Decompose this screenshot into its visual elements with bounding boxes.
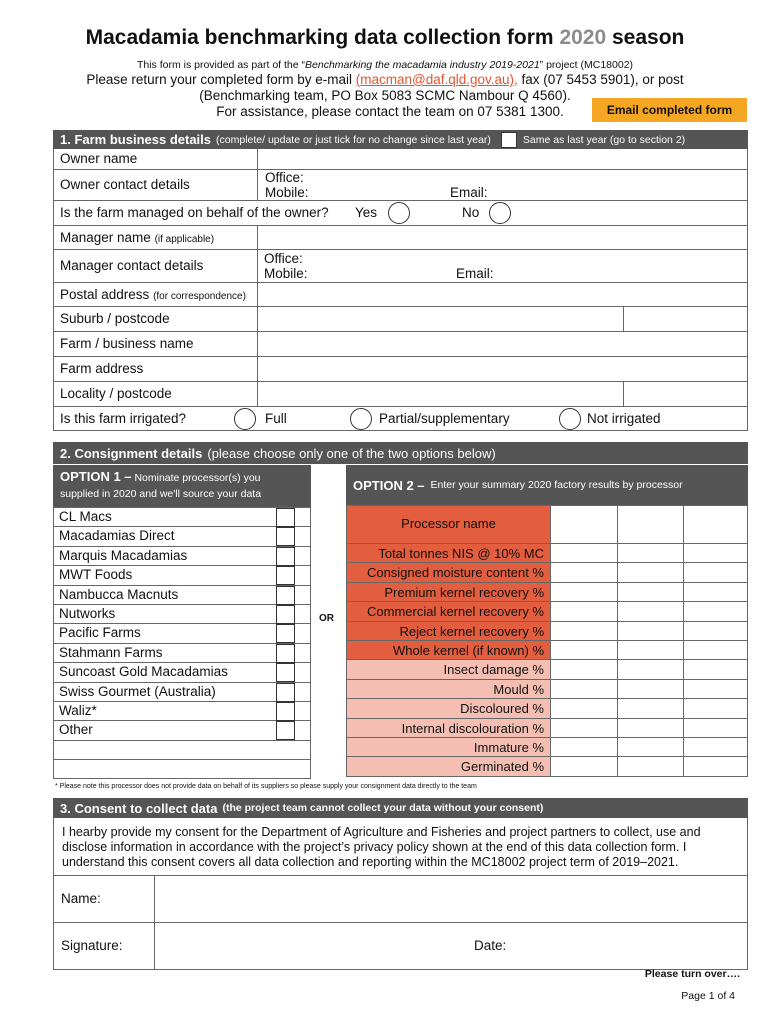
managed-question-row: Is the farm managed on behalf of the owner? Yes No: [53, 201, 748, 226]
processor-row: [54, 508, 310, 527]
metric-row: [346, 602, 748, 621]
irrigated-full-radio[interactable]: [234, 408, 256, 430]
suburb-postcode-row: Suburb / postcode: [53, 307, 748, 332]
farm-address-row: Farm address: [53, 357, 748, 382]
email-link[interactable]: (macman@daf.qld.gov.au),: [355, 72, 518, 87]
processor-row: [54, 741, 310, 760]
processor-name: Macadamias Direct: [59, 528, 175, 544]
processor-name: Nambucca Macnuts: [59, 586, 179, 602]
processor-row: [54, 624, 310, 643]
metric-row: [346, 699, 748, 718]
managed-no-radio[interactable]: [489, 202, 511, 224]
processor-row: [54, 683, 310, 702]
processor-checkbox[interactable]: [276, 586, 295, 605]
metric-row: [346, 719, 748, 738]
section1-header: 1. Farm business details (complete/ update or just tick for no change since last year) Same as last year (go to section 2): [53, 130, 748, 149]
farm-name-row: Farm / business name: [53, 332, 748, 357]
processor-row: [54, 586, 310, 605]
processor-row: [54, 760, 310, 779]
section2-header: 2. Consignment details (please choose only one of the two options below): [53, 442, 748, 464]
postal-address-row: Postal address (for correspondence): [53, 283, 748, 307]
locality-postcode-row: Locality / postcode: [53, 382, 748, 407]
metric-label: Insect damage %: [347, 660, 551, 678]
metric-label: Discoloured %: [347, 699, 551, 717]
or-label: OR: [319, 613, 334, 624]
intro-project-note: This form is provided as part of the “Benchmarking the macadamia industry 2019-2021” project (MC18002): [136, 59, 634, 71]
not-irrigated-radio[interactable]: [559, 408, 581, 430]
processor-row: [54, 605, 310, 624]
metric-row: [346, 622, 748, 641]
factory-results-table: [346, 505, 748, 777]
turn-over-note: Please turn over….: [644, 968, 740, 980]
processor-checkbox[interactable]: [276, 644, 295, 663]
processor-row: [54, 644, 310, 663]
irrigation-row: Is this farm irrigated? Full Partial/supplementary Not irrigated: [53, 407, 748, 431]
return-instructions: Please return your completed form by e-mail (macman@daf.qld.gov.au), fax (07 5453 5901), or post: [86, 72, 684, 87]
name-row: Name:: [53, 876, 748, 923]
metric-label: Whole kernel (if known) %: [347, 641, 551, 659]
processor-checkbox[interactable]: [276, 702, 295, 721]
form-title: Macadamia benchmarking data collection form 2020 season: [85, 26, 685, 49]
metric-row: [346, 660, 748, 679]
processor-checkbox[interactable]: [276, 624, 295, 643]
processor-checkbox[interactable]: [276, 605, 295, 624]
metric-label: Total tonnes NIS @ 10% MC: [347, 544, 551, 562]
metric-row: [346, 680, 748, 699]
assistance-line: For assistance, please contact the team on 07 5381 1300.: [216, 104, 564, 119]
metric-label: Immature %: [347, 738, 551, 756]
metric-row: [346, 563, 748, 582]
metric-row: [346, 583, 748, 602]
processor-name: Stahmann Farms: [59, 644, 163, 660]
metric-row: [346, 641, 748, 660]
processor-list: [53, 507, 311, 779]
processor-checkbox[interactable]: [276, 683, 295, 702]
processor-checkbox[interactable]: [276, 508, 295, 527]
processor-name: CL Macs: [59, 509, 112, 524]
processor-row: [54, 566, 310, 585]
email-completed-form-button[interactable]: Email completed form: [592, 98, 747, 122]
processor-name: MWT Foods: [59, 567, 133, 583]
option1-header: OPTION 1 – Nominate processor(s) you supplied in 2020 and we'll source your data: [53, 465, 311, 507]
processor-name: Suncoast Gold Macadamias: [59, 664, 228, 680]
metric-label: Internal discolouration %: [347, 719, 551, 737]
waliz-footnote: * Please note this processor does not provide data on behalf of its suppliers so please supply your consignment data directly to the team: [55, 783, 477, 790]
processor-name: Swiss Gourmet (Australia): [59, 683, 216, 699]
processor-name-row: Processor name: [346, 506, 748, 544]
signature-row: Signature: Date:: [53, 923, 748, 970]
processor-name: Nutworks: [59, 605, 116, 621]
irrigated-partial-radio[interactable]: [350, 408, 372, 430]
metric-label: Premium kernel recovery %: [347, 583, 551, 601]
metric-label: Mould %: [347, 680, 551, 698]
processor-checkbox[interactable]: [276, 527, 295, 546]
metric-label: Commercial kernel recovery %: [347, 602, 551, 620]
processor-row: [54, 663, 310, 682]
processor-row: [54, 702, 310, 721]
consent-text: I hearby provide my consent for the Department of Agriculture and Fisheries and project partners to collect, use and disclose information in accordance with the project’s privacy policy shown at the end of this data collection form. I understand this consent covers all data collection and reporting within the MC18002 project term of 2019–2021.: [53, 818, 748, 876]
title-year: 2020: [559, 26, 607, 49]
page-number: Page 1 of 4: [681, 990, 735, 1002]
same-as-last-year-checkbox[interactable]: [501, 132, 517, 148]
manager-name-row: Manager name (if applicable): [53, 226, 748, 250]
processor-checkbox[interactable]: [276, 721, 295, 740]
processor-row: [54, 721, 310, 740]
processor-checkbox[interactable]: [276, 663, 295, 682]
section3-header: 3. Consent to collect data (the project team cannot collect your data without your consent): [53, 798, 748, 818]
metric-label: Germinated %: [347, 757, 551, 775]
processor-name: Waliz*: [59, 702, 97, 718]
metric-row: [346, 544, 748, 563]
postal-instructions: (Benchmarking team, PO Box 5083 SCMC Nambour Q 4560).: [199, 88, 571, 103]
option2-header: OPTION 2 – Enter your summary 2020 factory results by processor: [346, 465, 748, 505]
processor-name: Marquis Macadamias: [59, 547, 188, 563]
metric-label: Reject kernel recovery %: [347, 622, 551, 640]
metric-label: Consigned moisture content %: [347, 563, 551, 581]
processor-name: Other: [59, 722, 93, 738]
managed-yes-radio[interactable]: [388, 202, 410, 224]
processor-row: [54, 547, 310, 566]
manager-contact-row: Manager contact details Office: Mobile: Email:: [53, 250, 748, 283]
owner-name-row: Owner name: [53, 149, 748, 170]
processor-checkbox[interactable]: [276, 566, 295, 585]
processor-name: Pacific Farms: [59, 625, 141, 641]
metric-row: [346, 738, 748, 757]
processor-row: [54, 527, 310, 546]
metric-row: [346, 757, 748, 776]
owner-contact-row: Owner contact details Office: Mobile: Email:: [53, 170, 748, 201]
processor-checkbox[interactable]: [276, 547, 295, 566]
